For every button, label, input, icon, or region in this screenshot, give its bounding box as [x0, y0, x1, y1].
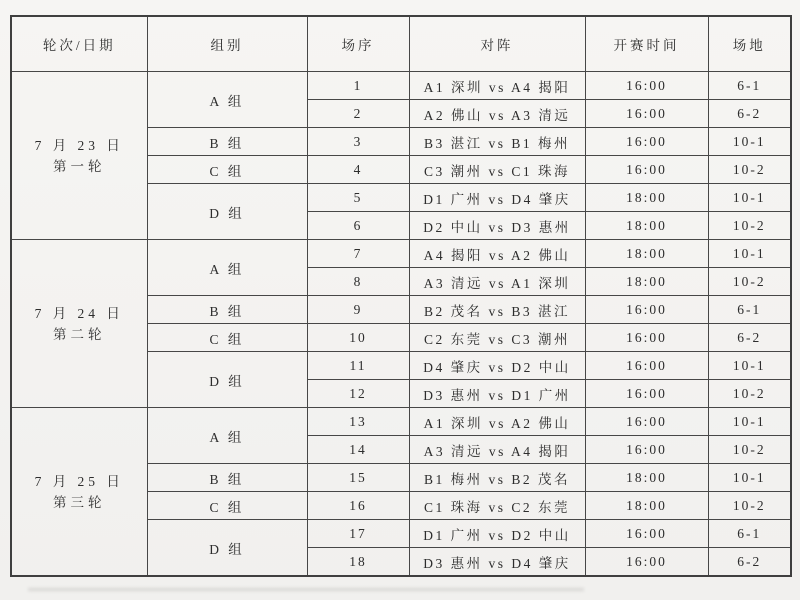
match-no-cell: 1 — [307, 72, 409, 100]
round-2-label: 第二轮 — [53, 326, 106, 342]
time-cell: 16:00 — [585, 100, 708, 128]
venue-cell: 10-2 — [708, 268, 791, 296]
round-1-label: 第一轮 — [53, 158, 106, 174]
round-2-date: 7 月 24 日 — [34, 305, 124, 321]
time-cell: 18:00 — [585, 240, 708, 268]
header-round-date: 轮次/日期 — [11, 16, 147, 72]
round-1-date-cell — [11, 72, 147, 240]
venue-cell: 6-2 — [708, 100, 791, 128]
matchup-cell: D1 广州 vs D2 中山 — [409, 520, 585, 548]
time-cell: 16:00 — [585, 352, 708, 380]
match-no-cell: 12 — [307, 380, 409, 408]
matchup-cell: A3 清远 vs A1 深圳 — [409, 268, 585, 296]
group-cell: C 组 — [147, 492, 307, 520]
venue-cell: 10-1 — [708, 352, 791, 380]
match-no-cell: 2 — [307, 100, 409, 128]
match-no-cell: 13 — [307, 408, 409, 436]
time-cell: 16:00 — [585, 408, 708, 436]
matchup-cell: D3 惠州 vs D1 广州 — [409, 380, 585, 408]
time-cell: 16:00 — [585, 548, 708, 577]
venue-cell: 6-1 — [708, 72, 791, 100]
match-no-cell: 18 — [307, 548, 409, 577]
round-2-date-cell — [11, 240, 147, 408]
time-cell: 18:00 — [585, 492, 708, 520]
matchup-cell: A4 揭阳 vs A2 佛山 — [409, 240, 585, 268]
round-3-label: 第三轮 — [53, 494, 106, 510]
venue-cell: 6-2 — [708, 324, 791, 352]
time-cell: 18:00 — [585, 212, 708, 240]
table-row — [11, 240, 791, 268]
group-cell: D 组 — [147, 184, 307, 240]
match-no-cell: 7 — [307, 240, 409, 268]
match-no-cell: 4 — [307, 156, 409, 184]
time-cell: 16:00 — [585, 324, 708, 352]
time-cell: 16:00 — [585, 296, 708, 324]
venue-cell: 10-1 — [708, 464, 791, 492]
time-cell: 18:00 — [585, 184, 708, 212]
matchup-cell: C1 珠海 vs C2 东莞 — [409, 492, 585, 520]
matchup-cell: D3 惠州 vs D4 肇庆 — [409, 548, 585, 577]
matchup-cell: B3 湛江 vs B1 梅州 — [409, 128, 585, 156]
matchup-cell: D4 肇庆 vs D2 中山 — [409, 352, 585, 380]
match-no-cell: 10 — [307, 324, 409, 352]
header-venue: 场地 — [708, 16, 791, 72]
matchup-cell: A3 清远 vs A4 揭阳 — [409, 436, 585, 464]
venue-cell: 10-2 — [708, 380, 791, 408]
venue-cell: 10-2 — [708, 156, 791, 184]
round-1-date: 7 月 23 日 — [34, 137, 124, 153]
match-no-cell: 11 — [307, 352, 409, 380]
match-no-cell: 15 — [307, 464, 409, 492]
venue-cell: 10-1 — [708, 128, 791, 156]
time-cell: 16:00 — [585, 72, 708, 100]
group-cell: A 组 — [147, 72, 307, 128]
matchup-cell: C2 东莞 vs C3 潮州 — [409, 324, 585, 352]
header-matchup: 对阵 — [409, 16, 585, 72]
time-cell: 16:00 — [585, 436, 708, 464]
group-cell: B 组 — [147, 128, 307, 156]
time-cell: 16:00 — [585, 128, 708, 156]
venue-cell: 6-1 — [708, 520, 791, 548]
venue-cell: 10-2 — [708, 436, 791, 464]
header-match-no: 场序 — [307, 16, 409, 72]
matchup-cell: A1 深圳 vs A4 揭阳 — [409, 72, 585, 100]
group-cell: A 组 — [147, 240, 307, 296]
venue-cell: 10-1 — [708, 240, 791, 268]
round-3-date-cell — [11, 408, 147, 577]
venue-cell: 10-1 — [708, 408, 791, 436]
match-no-cell: 9 — [307, 296, 409, 324]
match-no-cell: 14 — [307, 436, 409, 464]
group-cell: B 组 — [147, 296, 307, 324]
group-cell: C 组 — [147, 156, 307, 184]
table-row — [11, 72, 791, 100]
venue-cell: 6-2 — [708, 548, 791, 577]
header-group: 组别 — [147, 16, 307, 72]
header-row — [11, 16, 791, 72]
match-no-cell: 6 — [307, 212, 409, 240]
matchup-cell: A2 佛山 vs A3 清远 — [409, 100, 585, 128]
matchup-cell: B2 茂名 vs B3 湛江 — [409, 296, 585, 324]
venue-cell: 10-2 — [708, 492, 791, 520]
venue-cell: 6-1 — [708, 296, 791, 324]
matchup-cell: D2 中山 vs D3 惠州 — [409, 212, 585, 240]
schedule-table — [10, 15, 792, 577]
match-no-cell: 17 — [307, 520, 409, 548]
match-no-cell: 8 — [307, 268, 409, 296]
matchup-cell: B1 梅州 vs B2 茂名 — [409, 464, 585, 492]
group-cell: A 组 — [147, 408, 307, 464]
group-cell: C 组 — [147, 324, 307, 352]
match-no-cell: 3 — [307, 128, 409, 156]
time-cell: 16:00 — [585, 156, 708, 184]
match-no-cell: 16 — [307, 492, 409, 520]
venue-cell: 10-1 — [708, 184, 791, 212]
table-row — [11, 408, 791, 436]
time-cell: 16:00 — [585, 380, 708, 408]
matchup-cell: D1 广州 vs D4 肇庆 — [409, 184, 585, 212]
table-shadow — [28, 588, 584, 591]
time-cell: 18:00 — [585, 464, 708, 492]
round-3-date: 7 月 25 日 — [34, 473, 124, 489]
match-no-cell: 5 — [307, 184, 409, 212]
group-cell: B 组 — [147, 464, 307, 492]
header-start-time: 开赛时间 — [585, 16, 708, 72]
time-cell: 16:00 — [585, 520, 708, 548]
group-cell: D 组 — [147, 520, 307, 577]
group-cell: D 组 — [147, 352, 307, 408]
time-cell: 18:00 — [585, 268, 708, 296]
matchup-cell: A1 深圳 vs A2 佛山 — [409, 408, 585, 436]
venue-cell: 10-2 — [708, 212, 791, 240]
matchup-cell: C3 潮州 vs C1 珠海 — [409, 156, 585, 184]
